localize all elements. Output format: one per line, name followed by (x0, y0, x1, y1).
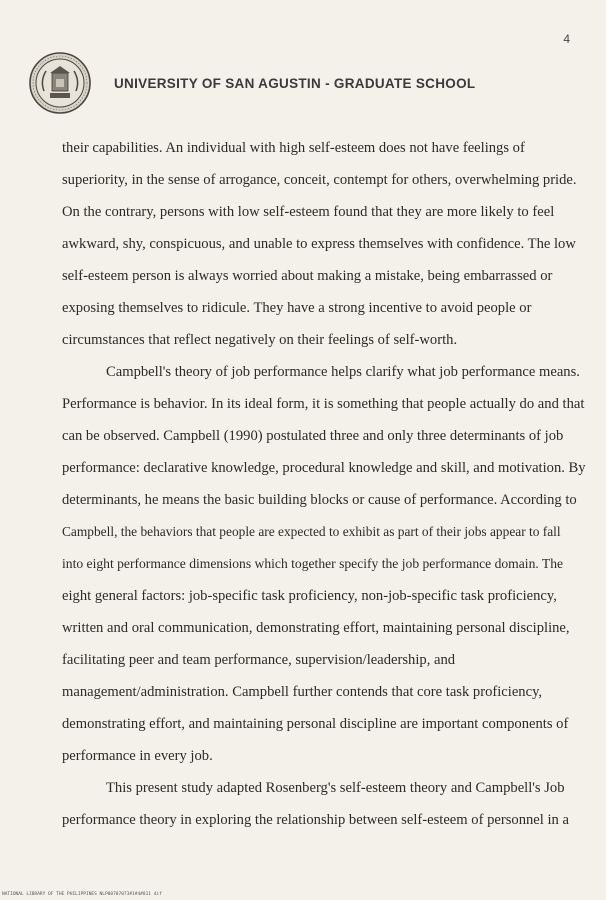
text-line: their capabilities. An individual with high self-esteem does not have feelings of (62, 140, 525, 156)
text-line: performance in every job. (62, 748, 213, 764)
text-line: Campbell, the behaviors that people are expected to exhibit as part of their jobs appear to fall (62, 524, 561, 539)
header-title: UNIVERSITY OF SAN AGUSTIN - GRADUATE SCHOOL (114, 75, 476, 91)
text-line: can be observed. Campbell (1990) postulated three and only three determinants of job (62, 428, 564, 444)
text-line: performance theory in exploring the relationship between self-esteem of personnel in a (62, 812, 569, 828)
footer-scan-label: NATIONAL LIBRARY OF THE PHILIPPINES NLP00707073#1#4#811 4if (2, 892, 162, 897)
text-line: exposing themselves to ridicule. They have a strong incentive to avoid people or (62, 300, 532, 316)
text-line: awkward, shy, conspicuous, and unable to express themselves with confidence. The low (62, 236, 576, 252)
text-line: This present study adapted Rosenberg's self-esteem theory and Campbell's Job (106, 780, 565, 796)
text-line: circumstances that reflect negatively on their feelings of self-worth. (62, 332, 458, 348)
text-line: written and oral communication, demonstrating effort, maintaining personal discipline, (62, 620, 570, 636)
university-seal-icon (28, 51, 92, 115)
text-line: Performance is behavior. In its ideal form, it is something that people actually do and that (62, 396, 585, 412)
text-line: management/administration. Campbell further contends that core task proficiency, (62, 684, 543, 700)
page-number: 4 (563, 32, 570, 46)
text-line: performance: declarative knowledge, procedural knowledge and skill, and motivation. By (62, 460, 586, 476)
text-line: eight general factors: job-specific task proficiency, non-job-specific task proficiency, (62, 588, 557, 604)
text-line: Campbell's theory of job performance helps clarify what job performance means. (106, 364, 580, 380)
text-line: determinants, he means the basic building blocks or cause of performance. According to (62, 492, 577, 508)
text-line: into eight performance dimensions which together specify the job performance domain. The (62, 556, 564, 571)
paragraph-2 (62, 356, 586, 772)
header (28, 48, 586, 118)
text-line: facilitating peer and team performance, supervision/leadership, and (62, 652, 456, 668)
text-line: superiority, in the sense of arrogance, conceit, contempt for others, overwhelming pride. (62, 172, 577, 188)
paragraph-1 (62, 132, 577, 356)
text-line: self-esteem person is always worried about making a mistake, being embarrassed or (62, 268, 553, 284)
body-text (62, 132, 586, 836)
text-line: demonstrating effort, and maintaining personal discipline are important components of (62, 716, 569, 732)
text-line: On the contrary, persons with low self-esteem found that they are more likely to feel (62, 204, 555, 220)
paragraph-3 (62, 772, 577, 836)
